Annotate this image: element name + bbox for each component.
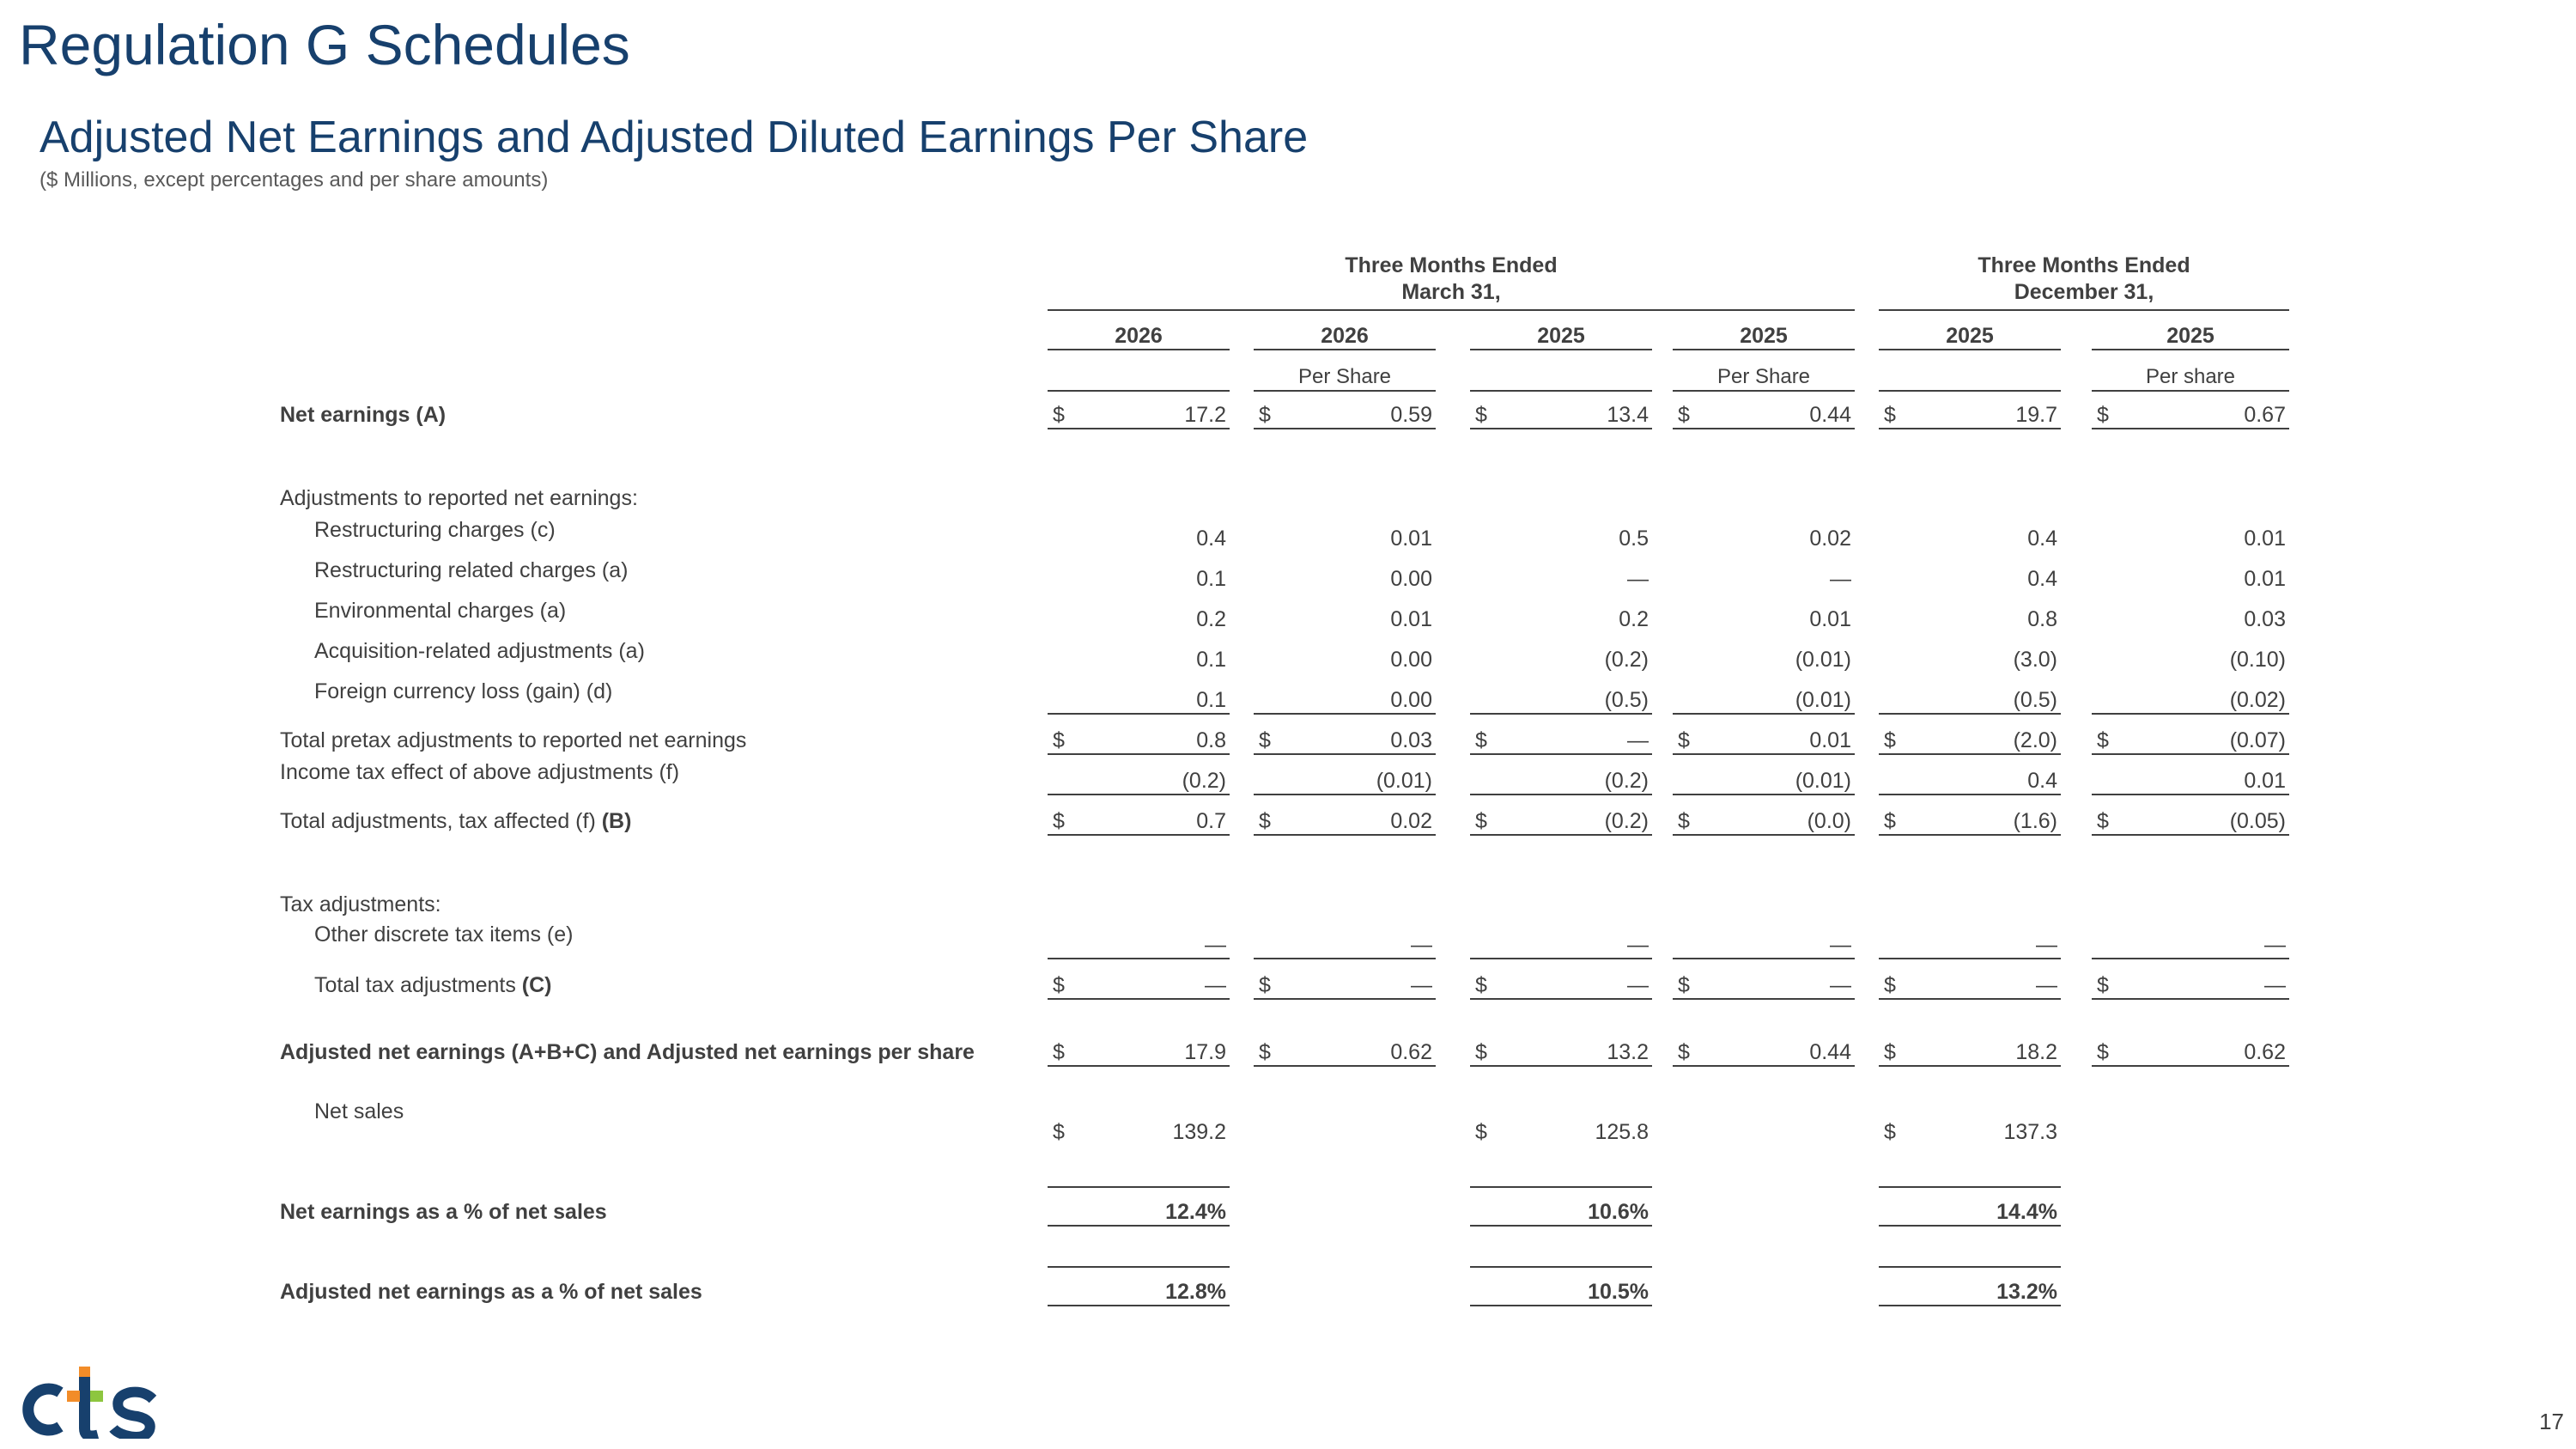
column-year-header: 2025: [2092, 323, 2289, 350]
currency-symbol: $: [1053, 973, 1065, 997]
table-cell: [1879, 1119, 2061, 1145]
cell-value: —: [1627, 567, 1649, 591]
row-label-text: Net earnings as a % of net sales: [280, 1200, 607, 1224]
table-cell: [1470, 728, 1652, 755]
cell-value: —: [1627, 973, 1649, 997]
cell-value: 14.4%: [1996, 1200, 2057, 1224]
currency-symbol: $: [1053, 728, 1065, 752]
cell-value: 0.01: [1809, 607, 1851, 631]
table-cell: [1673, 808, 1855, 836]
table-cell: [2092, 972, 2289, 1000]
cell-value: —: [1205, 973, 1226, 997]
cell-value: (0.02): [2229, 688, 2286, 712]
table-cell: [2092, 1039, 2289, 1067]
table-cell: [1879, 972, 2061, 1000]
cell-value: (0.2): [1604, 809, 1649, 833]
column-sub-header: Per Share: [1254, 364, 1436, 392]
cell-value: —: [1411, 933, 1432, 957]
table-cell: [2092, 687, 2289, 715]
cts-logo: [15, 1361, 161, 1439]
cell-value: 0.1: [1196, 688, 1226, 712]
table-cell: [1879, 606, 2061, 632]
row-label-text: Other discrete tax items (e): [314, 922, 574, 947]
table-cell: [1673, 647, 1855, 673]
cell-value: (0.01): [1795, 648, 1851, 672]
currency-symbol: $: [1259, 1040, 1271, 1064]
table-cell: [1470, 526, 1652, 551]
table-cell: [1470, 768, 1652, 795]
table-cell: [1254, 932, 1436, 959]
currency-symbol: $: [1259, 809, 1271, 833]
row-label-text: Restructuring charges (c): [314, 518, 556, 542]
cell-value: (2.0): [2013, 728, 2057, 752]
currency-symbol: $: [2097, 809, 2109, 833]
cell-value: 0.01: [1809, 728, 1851, 752]
row-label-suffix: (C): [521, 973, 552, 997]
table-cell: [1879, 647, 2061, 673]
column-sub-header: [1048, 364, 1230, 392]
table-cell: [1254, 402, 1436, 429]
cell-value: 10.5%: [1588, 1280, 1649, 1304]
cell-value: (0.01): [1795, 688, 1851, 712]
table-cell: [1470, 972, 1652, 1000]
cell-value: (0.2): [1182, 769, 1226, 793]
cell-value: 18.2: [2015, 1040, 2057, 1064]
table-cell: [1470, 808, 1652, 836]
currency-symbol: $: [1678, 1040, 1690, 1064]
table-cell: [1470, 606, 1652, 632]
row-label-suffix: (B): [601, 809, 632, 833]
cell-value: 12.8%: [1165, 1280, 1226, 1304]
row-label: [314, 598, 566, 624]
cell-value: 0.01: [2244, 567, 2286, 591]
table-cell: [1673, 972, 1855, 1000]
table-cell: [1879, 932, 2061, 959]
table-cell: [1048, 1039, 1230, 1067]
cell-value: 0.4: [2027, 527, 2057, 551]
cell-value: 0.01: [1390, 607, 1432, 631]
table-cell: [2092, 566, 2289, 592]
row-label: [280, 759, 679, 785]
currency-symbol: $: [1053, 1040, 1065, 1064]
table-cell: [1470, 1039, 1652, 1067]
table-cell: [1879, 728, 2061, 755]
cell-value: 0.01: [1390, 527, 1432, 551]
row-label-text: Total adjustments, tax affected (f): [280, 809, 602, 833]
table-cell: [1673, 687, 1855, 715]
percent-top-rule: [1470, 1266, 1652, 1268]
table-cell: [1470, 1279, 1652, 1306]
currency-symbol: $: [1884, 1040, 1896, 1064]
table-cell: [1254, 808, 1436, 836]
cell-value: (3.0): [2013, 648, 2057, 672]
column-year-header: 2025: [1470, 323, 1652, 350]
column-sub-header: [1470, 364, 1652, 392]
cell-value: (0.10): [2229, 648, 2286, 672]
cell-value: (0.2): [1604, 769, 1649, 793]
section-label: [280, 892, 441, 917]
cell-value: 0.00: [1390, 688, 1432, 712]
cell-value: (0.07): [2229, 728, 2286, 752]
row-label-text: Environmental charges (a): [314, 599, 567, 623]
cell-value: —: [2036, 933, 2057, 957]
table-cell: [1048, 526, 1230, 551]
cell-value: 0.1: [1196, 567, 1226, 591]
row-label: [314, 517, 556, 543]
table-cell: [2092, 932, 2289, 959]
currency-symbol: $: [1678, 973, 1690, 997]
currency-symbol: $: [1475, 973, 1487, 997]
row-label-text: Acquisition-related adjustments (a): [314, 639, 645, 663]
cell-value: —: [1627, 728, 1649, 752]
cell-value: 0.44: [1809, 403, 1851, 427]
row-label: [280, 1039, 975, 1065]
row-label: [314, 679, 612, 704]
table-cell: [1048, 728, 1230, 755]
currency-symbol: $: [2097, 728, 2109, 752]
table-cell: [2092, 808, 2289, 836]
table-cell: [1470, 566, 1652, 592]
currency-symbol: $: [1884, 809, 1896, 833]
table-cell: [1048, 1279, 1230, 1306]
currency-symbol: $: [1053, 809, 1065, 833]
table-cell: [1673, 728, 1855, 755]
table-cell: [1254, 566, 1436, 592]
cell-value: —: [2264, 973, 2286, 997]
column-group-header: [1048, 253, 1855, 306]
table-cell: [1879, 768, 2061, 795]
row-label-text: Net earnings (A): [280, 403, 447, 427]
table-cell: [1254, 647, 1436, 673]
currency-symbol: $: [2097, 403, 2109, 427]
cell-value: 137.3: [2003, 1120, 2057, 1144]
table-cell: [1879, 687, 2061, 715]
column-group-line2: March 31,: [1401, 280, 1501, 304]
section-label: [280, 485, 638, 511]
cell-value: 10.6%: [1588, 1200, 1649, 1224]
row-label: [280, 1199, 607, 1225]
cell-value: —: [1830, 973, 1851, 997]
column-sub-header: Per share: [2092, 364, 2289, 392]
table-cell: [1048, 1199, 1230, 1227]
cell-value: 0.00: [1390, 567, 1432, 591]
table-cell: [1048, 1119, 1230, 1145]
column-sub-header: Per Share: [1673, 364, 1855, 392]
table-cell: [1254, 972, 1436, 1000]
row-label-text: Foreign currency loss (gain) (d): [314, 679, 613, 703]
cell-value: (0.0): [1807, 809, 1851, 833]
table-cell: [1048, 972, 1230, 1000]
cell-value: 139.2: [1172, 1120, 1226, 1144]
column-group-header: [1879, 253, 2289, 306]
table-cell: [1879, 1199, 2061, 1227]
table-cell: [1673, 606, 1855, 632]
table-cell: [1470, 687, 1652, 715]
cell-value: 0.44: [1809, 1040, 1851, 1064]
row-label-text: Adjusted net earnings as a % of net sales: [280, 1280, 702, 1304]
row-label-text: Income tax effect of above adjustments (f): [280, 760, 680, 784]
table-cell: [1254, 728, 1436, 755]
table-cell: [2092, 526, 2289, 551]
page-number: 17: [2539, 1409, 2564, 1434]
table-cell: [1470, 402, 1652, 429]
cell-value: 0.4: [1196, 527, 1226, 551]
table-cell: [1879, 808, 2061, 836]
table-cell: [1048, 402, 1230, 429]
currency-symbol: $: [1259, 973, 1271, 997]
table-cell: [1673, 526, 1855, 551]
table-cell: [1879, 566, 2061, 592]
currency-symbol: $: [1678, 403, 1690, 427]
cell-value: (0.01): [1376, 769, 1432, 793]
column-year-header: 2026: [1254, 323, 1436, 350]
cell-value: —: [1205, 933, 1226, 957]
cell-value: 0.2: [1196, 607, 1226, 631]
row-label-text: Net sales: [314, 1099, 404, 1123]
cell-value: (0.01): [1795, 769, 1851, 793]
row-label: [314, 922, 573, 947]
cell-value: 0.62: [1390, 1040, 1432, 1064]
cell-value: 0.4: [2027, 567, 2057, 591]
section-title: Adjusted Net Earnings and Adjusted Diluted Earnings Per Share: [39, 113, 1309, 162]
row-label-text: Restructuring related charges (a): [314, 558, 629, 582]
cell-value: —: [1627, 933, 1649, 957]
cell-value: 0.03: [2244, 607, 2286, 631]
currency-symbol: $: [1678, 809, 1690, 833]
row-label-text: Adjustments to reported net earnings:: [280, 486, 638, 510]
cell-value: 0.01: [2244, 527, 2286, 551]
cell-value: —: [2036, 973, 2057, 997]
column-sub-header: [1879, 364, 2061, 392]
row-label: [280, 728, 746, 753]
table-cell: [1879, 526, 2061, 551]
cell-value: 13.2: [1607, 1040, 1649, 1064]
table-cell: [1470, 647, 1652, 673]
row-label: [280, 808, 631, 834]
row-label: [314, 972, 552, 998]
cell-value: 125.8: [1595, 1120, 1649, 1144]
table-cell: [2092, 606, 2289, 632]
cell-value: 0.5: [1619, 527, 1649, 551]
table-cell: [2092, 647, 2289, 673]
column-group-rule: [1048, 309, 1855, 311]
cell-value: 0.62: [2244, 1040, 2286, 1064]
cell-value: 0.8: [1196, 728, 1226, 752]
cell-value: 0.01: [2244, 769, 2286, 793]
cell-value: 13.4: [1607, 403, 1649, 427]
cell-value: (1.6): [2013, 809, 2057, 833]
cell-value: 0.67: [2244, 403, 2286, 427]
cell-value: 12.4%: [1165, 1200, 1226, 1224]
table-cell: [2092, 768, 2289, 795]
cell-value: 0.2: [1619, 607, 1649, 631]
percent-top-rule: [1048, 1186, 1230, 1188]
units-note: ($ Millions, except percentages and per share amounts): [39, 168, 549, 192]
cell-value: (0.05): [2229, 809, 2286, 833]
table-cell: [1673, 566, 1855, 592]
page-title: Regulation G Schedules: [19, 13, 630, 76]
cell-value: 0.4: [2027, 769, 2057, 793]
column-year-header: 2025: [1673, 323, 1855, 350]
table-cell: [1673, 932, 1855, 959]
currency-symbol: $: [1053, 403, 1065, 427]
currency-symbol: $: [1053, 1120, 1065, 1144]
cell-value: 13.2%: [1996, 1280, 2057, 1304]
table-cell: [1470, 1119, 1652, 1145]
column-group-line1: Three Months Ended: [1345, 253, 1558, 277]
currency-symbol: $: [1884, 403, 1896, 427]
table-cell: [1673, 1039, 1855, 1067]
cell-value: 17.9: [1184, 1040, 1226, 1064]
column-group-rule: [1879, 309, 2289, 311]
row-label: [314, 638, 645, 664]
table-cell: [2092, 728, 2289, 755]
column-group-line1: Three Months Ended: [1978, 253, 2190, 277]
percent-top-rule: [1879, 1266, 2061, 1268]
table-cell: [1048, 647, 1230, 673]
cell-value: 0.00: [1390, 648, 1432, 672]
currency-symbol: $: [1475, 728, 1487, 752]
currency-symbol: $: [1475, 809, 1487, 833]
cell-value: (0.2): [1604, 648, 1649, 672]
row-label-text: Total tax adjustments: [314, 973, 522, 997]
cell-value: —: [2264, 933, 2286, 957]
cell-value: 0.02: [1390, 809, 1432, 833]
currency-symbol: $: [2097, 1040, 2109, 1064]
cell-value: —: [1830, 567, 1851, 591]
currency-symbol: $: [1678, 728, 1690, 752]
row-label: [314, 557, 628, 583]
table-cell: [1254, 768, 1436, 795]
row-label: [314, 1099, 404, 1124]
table-cell: [1879, 402, 2061, 429]
table-cell: [1048, 606, 1230, 632]
percent-top-rule: [1470, 1186, 1652, 1188]
column-year-header: 2026: [1048, 323, 1230, 350]
cell-value: 19.7: [2015, 403, 2057, 427]
row-label-text: Adjusted net earnings (A+B+C) and Adjusted net earnings per share: [280, 1040, 975, 1064]
cell-value: 0.59: [1390, 403, 1432, 427]
row-label-text: Tax adjustments:: [280, 892, 441, 916]
column-group-line2: December 31,: [2014, 280, 2154, 304]
table-cell: [1673, 768, 1855, 795]
currency-symbol: $: [1884, 1120, 1896, 1144]
row-label-text: Total pretax adjustments to reported net earnings: [280, 728, 747, 752]
currency-symbol: $: [1884, 728, 1896, 752]
cell-value: —: [1411, 973, 1432, 997]
cell-value: 0.03: [1390, 728, 1432, 752]
column-year-header: 2025: [1879, 323, 2061, 350]
table-cell: [1048, 808, 1230, 836]
currency-symbol: $: [1475, 1040, 1487, 1064]
cell-value: 0.02: [1809, 527, 1851, 551]
currency-symbol: $: [2097, 973, 2109, 997]
table-cell: [1673, 402, 1855, 429]
table-cell: [1254, 526, 1436, 551]
currency-symbol: $: [1259, 728, 1271, 752]
cell-value: 17.2: [1184, 403, 1226, 427]
row-label: [280, 1279, 702, 1305]
cell-value: 0.8: [2027, 607, 2057, 631]
table-cell: [1048, 932, 1230, 959]
table-cell: [1879, 1039, 2061, 1067]
table-cell: [1254, 606, 1436, 632]
row-label: [280, 402, 446, 428]
cell-value: 0.1: [1196, 648, 1226, 672]
cell-value: 0.7: [1196, 809, 1226, 833]
table-cell: [1048, 768, 1230, 795]
table-cell: [1470, 1199, 1652, 1227]
cell-value: —: [1830, 933, 1851, 957]
table-cell: [1879, 1279, 2061, 1306]
table-cell: [1048, 687, 1230, 715]
currency-symbol: $: [1475, 403, 1487, 427]
currency-symbol: $: [1884, 973, 1896, 997]
currency-symbol: $: [1475, 1120, 1487, 1144]
cell-value: (0.5): [2013, 688, 2057, 712]
percent-top-rule: [1879, 1186, 2061, 1188]
table-cell: [1048, 566, 1230, 592]
table-cell: [1254, 687, 1436, 715]
cell-value: (0.5): [1604, 688, 1649, 712]
table-cell: [2092, 402, 2289, 429]
table-cell: [1470, 932, 1652, 959]
currency-symbol: $: [1259, 403, 1271, 427]
percent-top-rule: [1048, 1266, 1230, 1268]
table-cell: [1254, 1039, 1436, 1067]
